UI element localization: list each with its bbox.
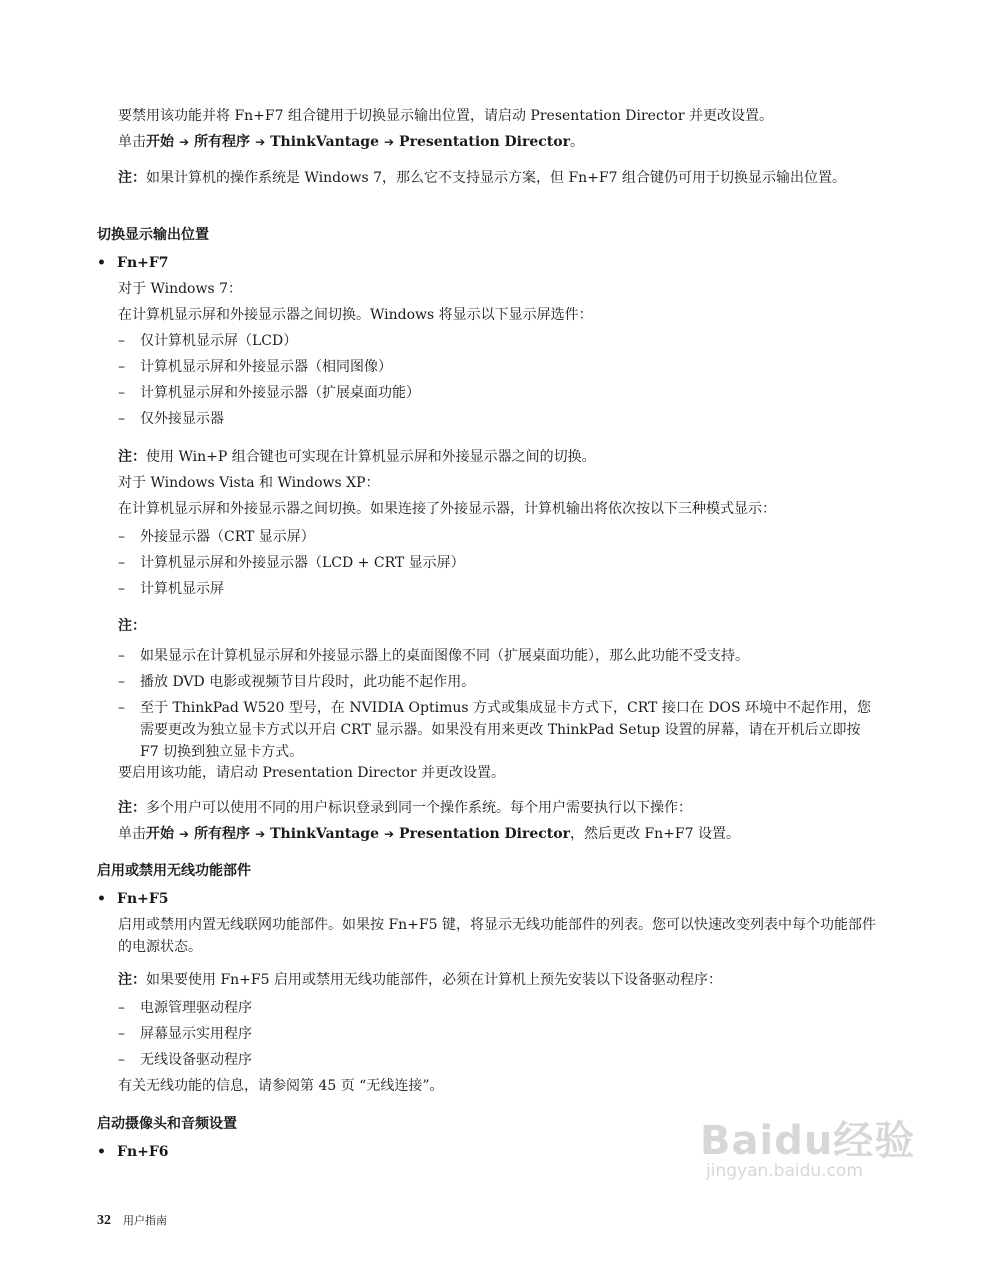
footer-title: 用户指南 <box>123 1214 167 1227</box>
list-item: – 计算机显示屏和外接显示器（LCD + CRT 显示屏） <box>118 555 465 571</box>
path-item-thinkvantage: ThinkVantage <box>270 826 379 842</box>
win7-description: 在计算机显示屏和外接显示器之间切换。Windows 将显示以下显示屏选件： <box>118 307 593 323</box>
list-item: – 仅计算机显示屏（LCD） <box>118 333 298 349</box>
path-item-presentation-director: Presentation Director <box>399 826 570 842</box>
wireless-reference: 有关无线功能的信息，请参阅第 45 页 “无线连接”。 <box>118 1078 444 1094</box>
path-prefix: 单击 <box>118 134 146 150</box>
wireless-note: 注：如果要使用 Fn+F5 启用或禁用无线功能部件，必须在计算机上预先安装以下设备驱动程序： <box>118 972 722 988</box>
list-item: – 播放 DVD 电影或视频节目片段时，此功能不起作用。 <box>118 674 476 690</box>
bullet-fn-f7: • Fn+F7 <box>97 252 169 274</box>
win7-label: 对于 Windows 7： <box>118 281 243 297</box>
arrow-right-icon: ➔ <box>179 135 190 149</box>
path-item-all-programs: 所有程序 <box>194 826 251 842</box>
arrow-right-icon: ➔ <box>255 827 266 841</box>
list-item: – 计算机显示屏 <box>118 581 224 597</box>
section-heading-wireless: 启用或禁用无线功能部件 <box>97 863 251 879</box>
section-menu-path: 单击开始 ➔ 所有程序 ➔ ThinkVantage ➔ Presentation Director，然后更改 Fn+F7 设置。 <box>118 826 740 842</box>
note-label-standalone: 注： <box>118 618 146 634</box>
section-heading-switch-output: 切换显示输出位置 <box>97 227 209 243</box>
path-item-start: 开始 <box>146 134 174 150</box>
wireless-description: 启用或禁用内置无线联网功能部件。如果按 Fn+F5 键，将显示无线功能部件的列表。您可以快速改变列表中每个功能部件的电源状态。 <box>118 917 876 955</box>
list-item: – 仅外接显示器 <box>118 411 224 427</box>
enable-text: 要启用该功能，请启动 Presentation Director 并更改设置。 <box>118 765 506 781</box>
note-items-list <box>118 645 878 763</box>
list-item: – 计算机显示屏和外接显示器（相同图像） <box>118 359 392 375</box>
note-label: 注： <box>118 800 146 816</box>
bullet-dot: • <box>97 1144 106 1160</box>
list-item: – 至于 ThinkPad W520 型号，在 NVIDIA Optimus 方式或集成显卡方式下，CRT 接口在 DOS 环境中不起作用，您需要更改为独立显卡方式以开启 CRT 显示器。如果没有用来更改 ThinkPad Setup 设置的屏幕，请在开机后立即按 F7 切换到独立显卡方式。 <box>118 700 872 760</box>
vista-label: 对于 Windows Vista 和 Windows XP： <box>118 475 380 491</box>
list-item: – 电源管理驱动程序 <box>118 1000 252 1016</box>
bullet-fn-f6: • Fn+F6 <box>97 1141 169 1163</box>
path-item-all-programs: 所有程序 <box>194 134 251 150</box>
section-heading-camera-audio: 启动摄像头和音频设置 <box>97 1116 237 1132</box>
watermark-logo: Baidu经验 <box>700 1118 916 1164</box>
bullet-dot: • <box>97 255 106 271</box>
intro-note: 注：如果计算机的操作系统是 Windows 7，那么它不支持显示方案，但 Fn+F7 组合键仍可用于切换显示输出位置。 <box>118 170 846 186</box>
vista-description: 在计算机显示屏和外接显示器之间切换。如果连接了外接显示器，计算机输出将依次按以下三种模式显示： <box>118 501 776 517</box>
intro-menu-path: 单击开始 ➔ 所有程序 ➔ ThinkVantage ➔ Presentation Director。 <box>118 134 584 150</box>
path-item-start: 开始 <box>146 826 174 842</box>
note-label: 注： <box>118 449 146 465</box>
baidu-watermark <box>700 1118 940 1250</box>
list-item: – 无线设备驱动程序 <box>118 1052 252 1068</box>
arrow-right-icon: ➔ <box>179 827 190 841</box>
path-item-presentation-director: Presentation Director <box>399 134 570 150</box>
list-item: – 如果显示在计算机显示屏和外接显示器上的桌面图像不同（扩展桌面功能），那么此功能不受支持。 <box>118 648 749 664</box>
note-multi-user: 注：多个用户可以使用不同的用户标识登录到同一个操作系统。每个用户需要执行以下操作： <box>118 800 692 816</box>
arrow-right-icon: ➔ <box>255 135 266 149</box>
bullet-fn-f5: • Fn+F5 <box>97 888 169 910</box>
intro-disable-text: 要禁用该功能并将 Fn+F7 组合键用于切换显示输出位置，请启动 Presentation Director 并更改设置。 <box>118 108 774 124</box>
vista-options-list <box>118 526 878 600</box>
page-footer <box>97 1210 167 1232</box>
note-win-p: 注：使用 Win+P 组合键也可实现在计算机显示屏和外接显示器之间的切换。 <box>118 449 596 465</box>
list-item: – 屏幕显示实用程序 <box>118 1026 252 1042</box>
bullet-dot: • <box>97 891 106 907</box>
note-label: 注： <box>118 170 146 186</box>
path-item-thinkvantage: ThinkVantage <box>270 134 379 150</box>
arrow-right-icon: ➔ <box>383 135 395 149</box>
arrow-right-icon: ➔ <box>383 827 395 841</box>
win7-options-list <box>118 330 878 430</box>
list-item: – 外接显示器（CRT 显示屏） <box>118 529 315 545</box>
watermark-url: jingyan.baidu.com <box>706 1161 863 1181</box>
list-item: – 计算机显示屏和外接显示器（扩展桌面功能） <box>118 385 420 401</box>
drivers-list <box>118 997 878 1071</box>
page-number: 32 <box>97 1213 111 1228</box>
note-label: 注： <box>118 972 146 988</box>
